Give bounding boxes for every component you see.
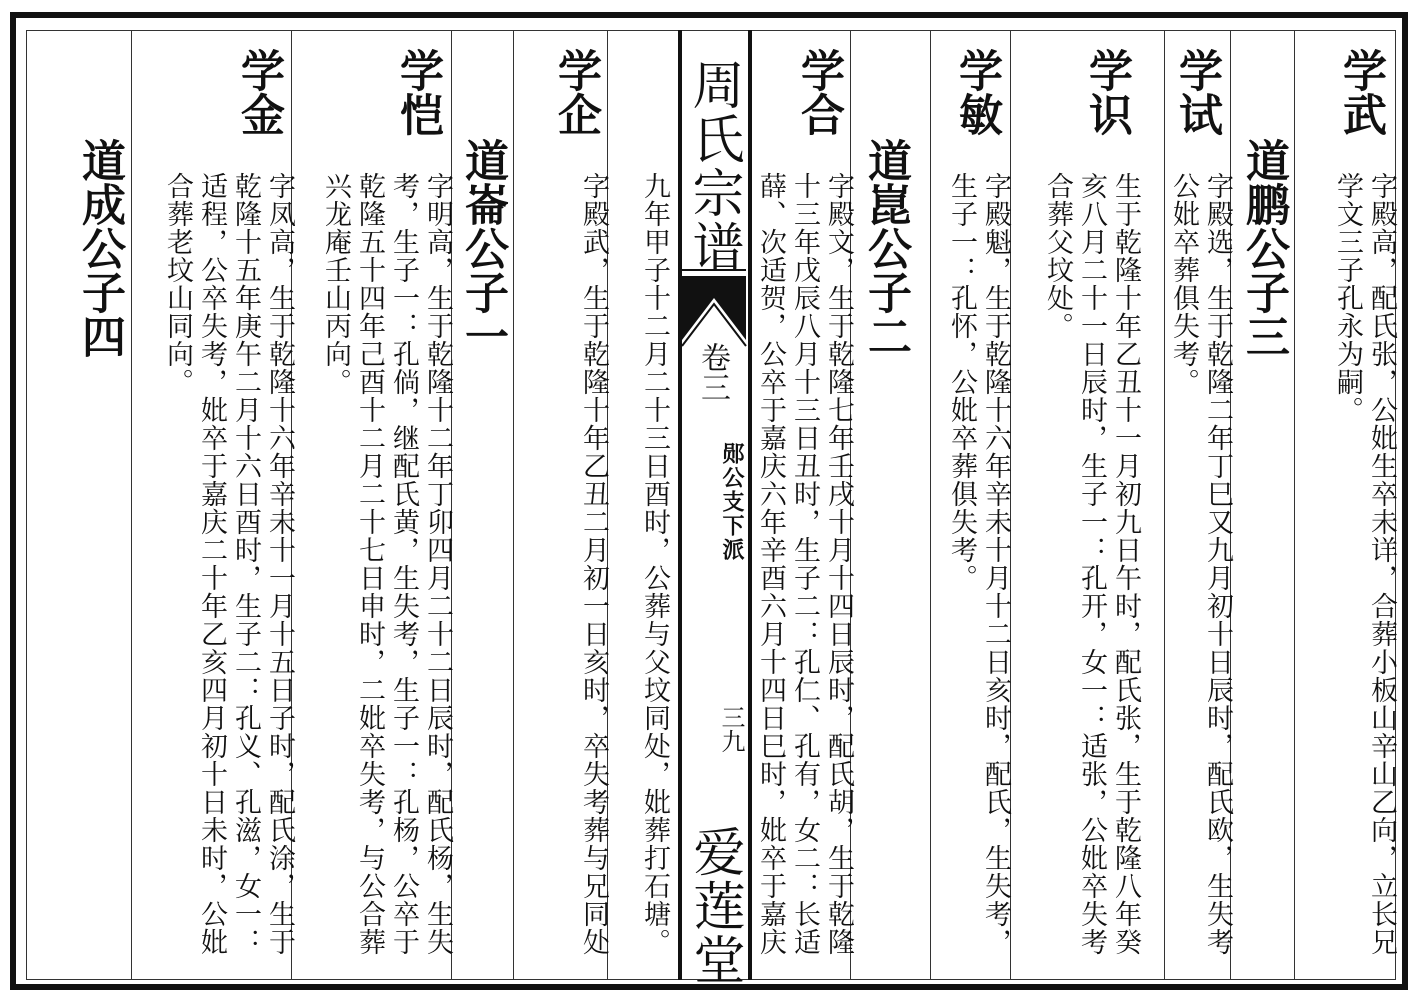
person-bio-xuekai: 字明高，生于乾隆十二年丁卯四月二十二日辰时，配氏杨，生失 考，生子一：孔倘，继配氏黄，生失考，生子一：孔杨，公卒于 乾隆五十四年己酉十二月二十七日申时，二妣卒失考，与公合葬 兴龙庵壬山丙向。 [320, 172, 453, 956]
column-divider [930, 30, 931, 980]
column-divider [1164, 30, 1165, 980]
person-bio-xuehe: 字殿文，生于乾隆七年壬戌十月十四日辰时，配氏胡，生于乾隆 十三年戊辰八月十三日丑时，生子二：孔仁、孔有，女二：长适 薛、次适贺，公卒于嘉庆六年辛酉六月十四日巳时，妣卒于嘉庆 [755, 172, 854, 956]
person-name-xuemin: 学敏 [951, 48, 1002, 136]
volume-label: 卷三 [695, 342, 730, 402]
person-bio-xueshi2: 生于乾隆十年乙丑十一月初九日午时，配氏张，生于乾隆八年癸 亥八月二十一日辰时，生子一：孔开，女一：适张，公妣卒失考 合葬父坟处。 [1042, 172, 1141, 956]
hall-name: 爱莲堂 [684, 825, 744, 987]
lineage-heading-daopeng: 道鹏公子三 [1238, 138, 1289, 358]
person-bio-xuewu: 字殿高，配氏张，公妣生卒未详，合葬小板山辛山乙向，立长兄 学文三子孔永为嗣。 [1332, 172, 1397, 956]
person-bio-xueqi: 字殿武，生于乾隆十年乙丑二月初一日亥时，卒失考葬与兄同处 [578, 172, 609, 956]
lineage-heading-daokun: 道崑公子二 [860, 138, 911, 358]
person-name-xuejin: 学金 [233, 48, 284, 136]
person-bio-continuation: 九年甲子十二月二十三日酉时，公葬与父坟同处，妣葬打石塘。 [639, 172, 670, 956]
branch-label: 郧公支下派 [719, 442, 745, 562]
page-number: 三九 [717, 705, 745, 753]
fishtail-mark [680, 268, 748, 348]
person-name-xuehe: 学合 [793, 48, 844, 136]
person-bio-xuejin: 字凤高，生于乾隆十六年辛未十一月十五日子时，配氏涂，生于 乾隆十五年庚午二月十六日酉时，生子二：孔义、孔滋，女一： 适程，公卒失考，妣卒于嘉庆二十年乙亥四月初十日未时，公妣 合葬老坟山同向。 [162, 172, 295, 956]
column-divider [513, 30, 514, 980]
person-name-xuewu: 学武 [1335, 48, 1386, 136]
column-divider [131, 30, 132, 980]
column-divider [1294, 30, 1295, 980]
person-bio-xueshi: 字殿选，生于乾隆二年丁巳又九月初十日辰时，配氏欧，生失考 公妣卒葬俱失考。 [1168, 172, 1233, 956]
spine-border-left [678, 30, 682, 980]
lineage-heading-daocheng: 道成公子四 [74, 138, 125, 358]
lineage-heading-daolun: 道崙公子一 [457, 138, 508, 358]
person-name-xuekai: 学恺 [392, 48, 443, 136]
person-name-xueshi2: 学识 [1081, 48, 1132, 136]
person-bio-xuemin: 字殿魁，生于乾隆十六年辛未十月十二日亥时，配氏，生失考， 生子一：孔怀，公妣卒葬俱失考。 [946, 172, 1011, 956]
genealogy-title: 周氏宗谱 [683, 58, 743, 274]
spine-border-right [748, 30, 752, 980]
person-name-xueqi: 学企 [550, 48, 601, 136]
person-name-xueshi: 学试 [1171, 48, 1222, 136]
